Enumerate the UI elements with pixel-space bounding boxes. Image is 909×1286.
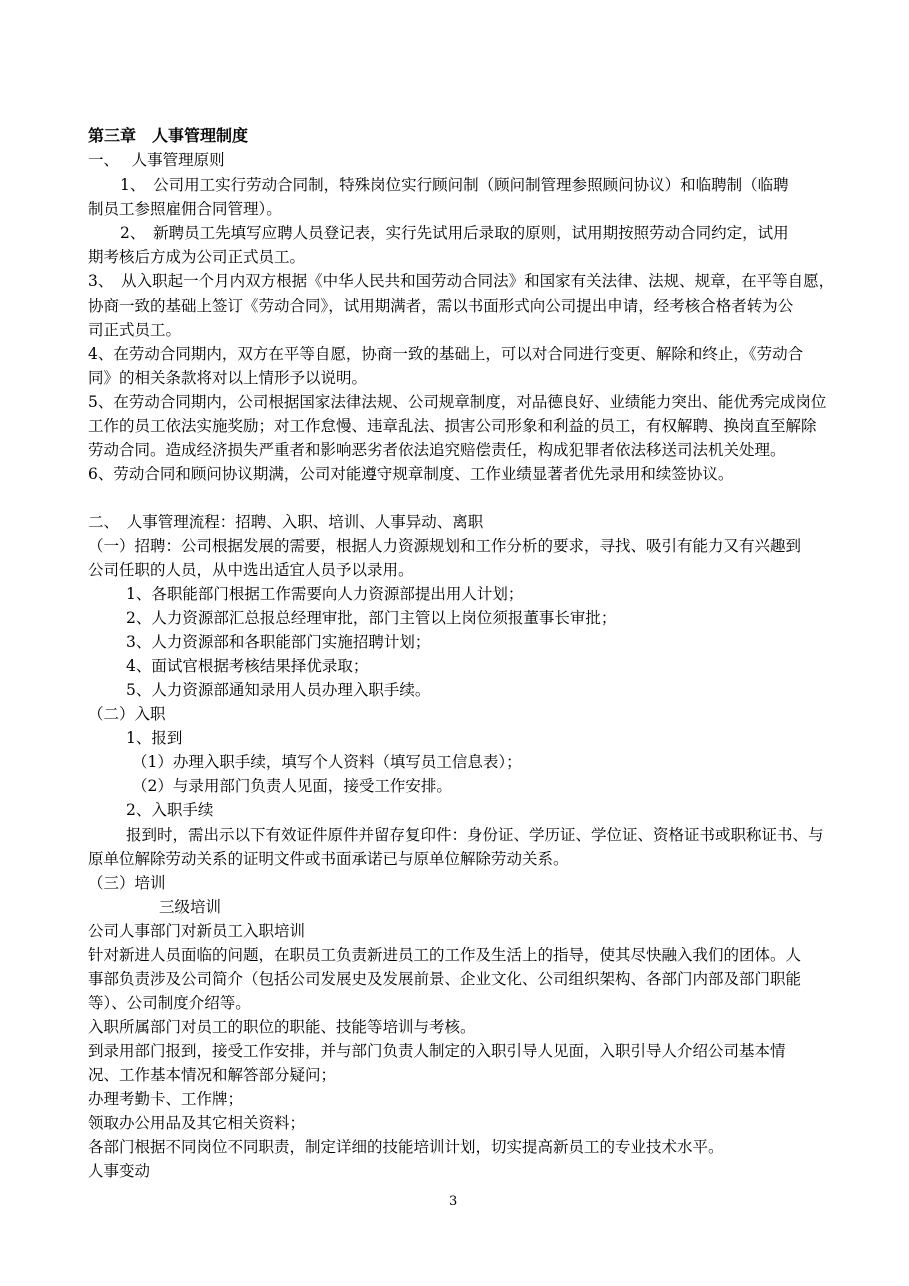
section-heading-2: 二、 人事管理流程：招聘、入职、培训、人事异动、离职 (88, 513, 484, 531)
list-item: （2）与录用部门负责人见面，接受工作安排。 (132, 777, 452, 795)
paragraph-line: 人事变动 (88, 1162, 151, 1180)
paragraph-line: 事部负责涉及公司简介（包括公司发展史及发展前景、企业文化、公司组织架构、各部门内部及部门职能 (88, 970, 802, 988)
paragraph-line: 领取办公用品及其它相关资料； (88, 1114, 306, 1132)
subsection-heading: （三）培训 (88, 874, 166, 892)
paragraph-line: （一）招聘：公司根据发展的需要，根据人力资源规划和工作分析的要求，寻找、吸引有能力又有兴趣到 (88, 537, 802, 555)
paragraph-line: 况、工作基本情况和解答部分疑问； (88, 1066, 337, 1084)
paragraph-line: 办理考勤卡、工作牌； (88, 1090, 244, 1108)
paragraph-line: 三级培训 (159, 898, 222, 916)
section-heading-1: 一、 人事管理原则 (88, 151, 225, 169)
paragraph-line: 4、在劳动合同期内，双方在平等自愿，协商一致的基础上，可以对合同进行变更、解除和终止，《劳动合 (88, 345, 804, 363)
paragraph-line: 到录用部门报到，接受工作安排，并与部门负责人制定的入职引导人见面，入职引导人介绍公司基本情 (88, 1042, 786, 1060)
paragraph-line: 原单位解除劳动关系的证明文件或书面承诺已与原单位解除劳动关系。 (88, 850, 569, 868)
subsection-heading: （二）入职 (88, 705, 166, 723)
chapter-title: 第三章 人事管理制度 (88, 126, 249, 145)
paragraph-line: 司正式员工。 (88, 321, 182, 339)
paragraph-line: 3、 从入职起一个月内双方根据《中华人民共和国劳动合同法》和国家有关法律、法规、规章，在平等自愿， (88, 272, 835, 290)
paragraph-line: 协商一致的基础上签订《劳动合同》，试用期满者，需以书面形式向公司提出申请，经考核合格者转为公 (88, 297, 794, 315)
paragraph-line: 同》的相关条款将对以上情形予以说明。 (88, 369, 368, 387)
paragraph-line: 劳动合同。造成经济损失严重者和影响恶劣者依法追究赔偿责任，构成犯罪者依法移送司法机关处理。 (88, 441, 786, 459)
list-item: 2、入职手续 (126, 801, 214, 819)
list-item: 1、各职能部门根据工作需要向人力资源部提出用人计划； (126, 585, 524, 603)
list-item: （1）办理入职手续，填写个人资料（填写员工信息表）； (132, 753, 522, 771)
paragraph-line: 6、劳动合同和顾问协议期满，公司对能遵守规章制度、工作业绩显著者优先录用和续签协议。 (88, 465, 734, 483)
paragraph-line: 公司任职的人员，从中选出适宜人员予以录用。 (88, 561, 414, 579)
paragraph-line: 针对新进人员面临的问题，在职员工负责新进员工的工作及生活上的指导，使其尽快融入我们的团体。人 (88, 946, 802, 964)
paragraph-line: 2、 新聘员工先填写应聘人员登记表，实行先试用后录取的原则，试用期按照劳动合同约定，试用 (120, 224, 789, 242)
paragraph-line: 制员工参照雇佣合同管理）。 (88, 200, 282, 218)
paragraph-line: 报到时，需出示以下有效证件原件并留存复印件：身份证、学历证、学位证、资格证书或职称证书、与 (126, 826, 824, 844)
list-item: 5、人力资源部通知录用人员办理入职手续。 (126, 681, 431, 699)
paragraph-line: 期考核后方成为公司正式员工。 (88, 248, 306, 266)
paragraph-line: 1、 公司用工实行劳动合同制，特殊岗位实行顾问制（顾问制管理参照顾问协议）和临聘制（临聘 (120, 176, 789, 194)
paragraph-line: 5、在劳动合同期内，公司根据国家法律法规、公司规章制度，对品德良好、业绩能力突出、能优秀完成岗位 (88, 393, 827, 411)
list-item: 2、人力资源部汇总报总经理审批，部门主管以上岗位须报董事长审批； (126, 609, 617, 627)
list-item: 1、报到 (126, 729, 183, 747)
paragraph-line: 公司人事部门对新员工入职培训 (88, 922, 306, 940)
paragraph-line: 各部门根据不同岗位不同职责，制定详细的技能培训计划，切实提高新员工的专业技术水平。 (88, 1138, 724, 1156)
list-item: 4、面试官根据考核结果择优录取； (126, 657, 369, 675)
paragraph-line: 入职所属部门对员工的职位的职能、技能等培训与考核。 (88, 1018, 476, 1036)
paragraph-line: 等）、公司制度介绍等。 (88, 994, 251, 1012)
paragraph-line: 工作的员工依法实施奖励；对工作怠慢、违章乱法、损害公司形象和利益的员工，有权解聘、换岗直至解除 (88, 417, 817, 435)
page-number: 3 (449, 1194, 458, 1209)
list-item: 3、人力资源部和各职能部门实施招聘计划； (126, 633, 431, 651)
